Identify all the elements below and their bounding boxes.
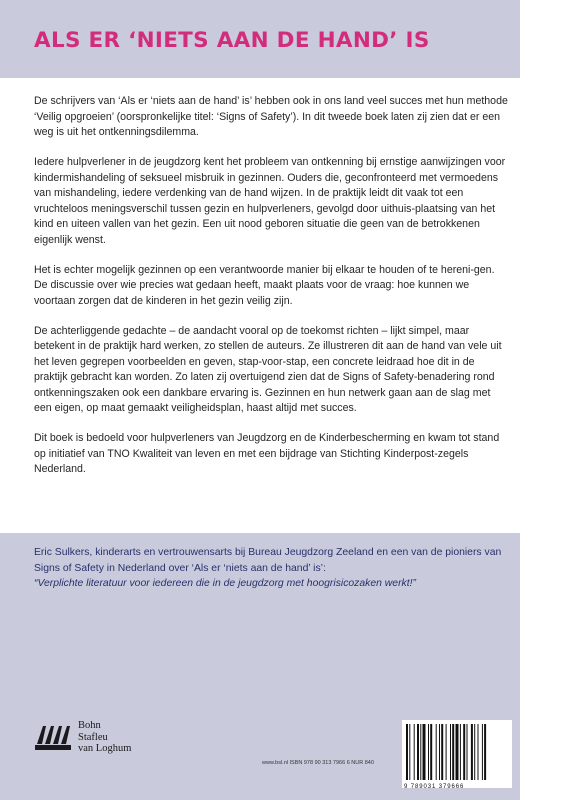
barcode-bar [406,724,408,780]
publisher-line: Stafleu [78,731,108,743]
barcode-bar [441,724,443,780]
barcode-bar [478,724,479,780]
barcode-bar [409,724,410,780]
endorsement-attribution: Eric Sulkers, kinderarts en vertrouwensarts bij Bureau Jeugdzorg Zeeland en een van de pioniers van Signs of Safety in Nederland over ‘Als er ‘niets aan de hand’ is’: [34,547,502,574]
paragraph-intro: De schrijvers van ‘Als er ‘niets aan de hand’ is’ hebben ook in ons land veel succes met hun methode ‘Veilig opgroeien’ (oorspronkelijke titel: ‘Signs of Safety’). In dit tweede boek laten zij zien dat er een weg is uit het ontkenningsdilemma. [34,95,508,138]
endorsement [34,545,516,592]
paragraph-audience: Dit boek is bedoeld voor hulpverleners van Jeugdzorg en de Kinderbescherming en kwam tot stand op initiatief van TNO Kwaliteit van leven en met een bijdrage van Stichting Kinderpost-zegels Nederland. [34,432,500,475]
barcode-bar [428,724,429,780]
barcode-bars [402,720,512,784]
paragraph-problem: Iedere hulpverlener in de jeugdzorg kent het probleem van ontkenning bij ernstige aanwijzingen voor kindermishandeling of seksueel misbruik in gezinnen. Ouders die, geconfronteerd met vermoedens van mishandeling, iedere verdenking van de hand wijzen. In de praktijk leidt dit vaak tot een vruchteloos meningsverschil tussen gezin en hulpverleners, gevolgd door uithuis-plaatsing van het kind en uiteen vallen van het gezin. Een uit nood geboren situatie die geen van de betrokkenen eigenlijk wenst. [34,156,506,246]
barcode-bar [430,724,432,780]
barcode-digits: 9 789031 379666 [404,784,465,790]
publisher-logo-icon [34,722,72,752]
barcode-bar [439,724,440,780]
barcode-bar [452,724,454,780]
publisher-name [78,720,131,755]
paragraph-possibility: Het is echter mogelijk gezinnen op een verantwoorde manier bij elkaar te houden of te hereni-gen. De discussie over wie precies wat gedaan heeft, maakt plaats voor de vraag: hoe kunnen we voortaan zorgen dat de kinderen in het gezin veilig zijn. [34,263,495,307]
paragraph-approach: De achterliggende gedachte – de aandacht vooral op de toekomst richten – lijkt simpel, maar betekent in de praktijk hard werken, zo stellen de auteurs. Ze illustreren dit aan de hand van vele uit het leven gegrepen voorbeelden en geven, stap-voor-stap, een concrete leidraad hoe dit in de praktijk gebracht kan worden. Zo laten zij overtuigend zien dat de Signs of Safety-benadering rond ontkenningszaken ook een dankbare ervaring is. Gezinnen en hun netwerk gaan aan de slag met een eigen, op maat gemaakt veiligheidsplan, haast altijd met succes. [34,324,502,414]
barcode-bar [484,724,486,780]
endorsement-quote: “Verplichte literatuur voor iedereen die in de jeugdzorg met hoogrisicozaken werkt!” [34,578,416,589]
barcode-bar [420,724,421,780]
isbn-info: www.bsl.nl ISBN 978 90 313 7966 6 NUR 840 [262,760,374,766]
barcode-bar [417,724,419,780]
barcode-bar [436,724,437,780]
barcode-bar [450,724,451,780]
barcode-bar [456,724,459,780]
barcode-bar [460,724,461,780]
barcode-bar [467,724,468,780]
back-cover-text [34,94,508,492]
barcode [402,720,512,788]
book-title: ALS ER ‘NIETS AAN DE HAND’ IS [34,28,430,53]
barcode-bar [423,724,426,780]
publisher-line: van Loghum [78,743,132,754]
barcode-bar [471,724,473,780]
barcode-bar [463,724,465,780]
publisher-line: Bohn [78,720,101,731]
barcode-bar [446,724,447,780]
barcode-bar [474,724,475,780]
barcode-bar [482,724,483,780]
publisher-logo [34,718,154,762]
barcode-bar [414,724,415,780]
